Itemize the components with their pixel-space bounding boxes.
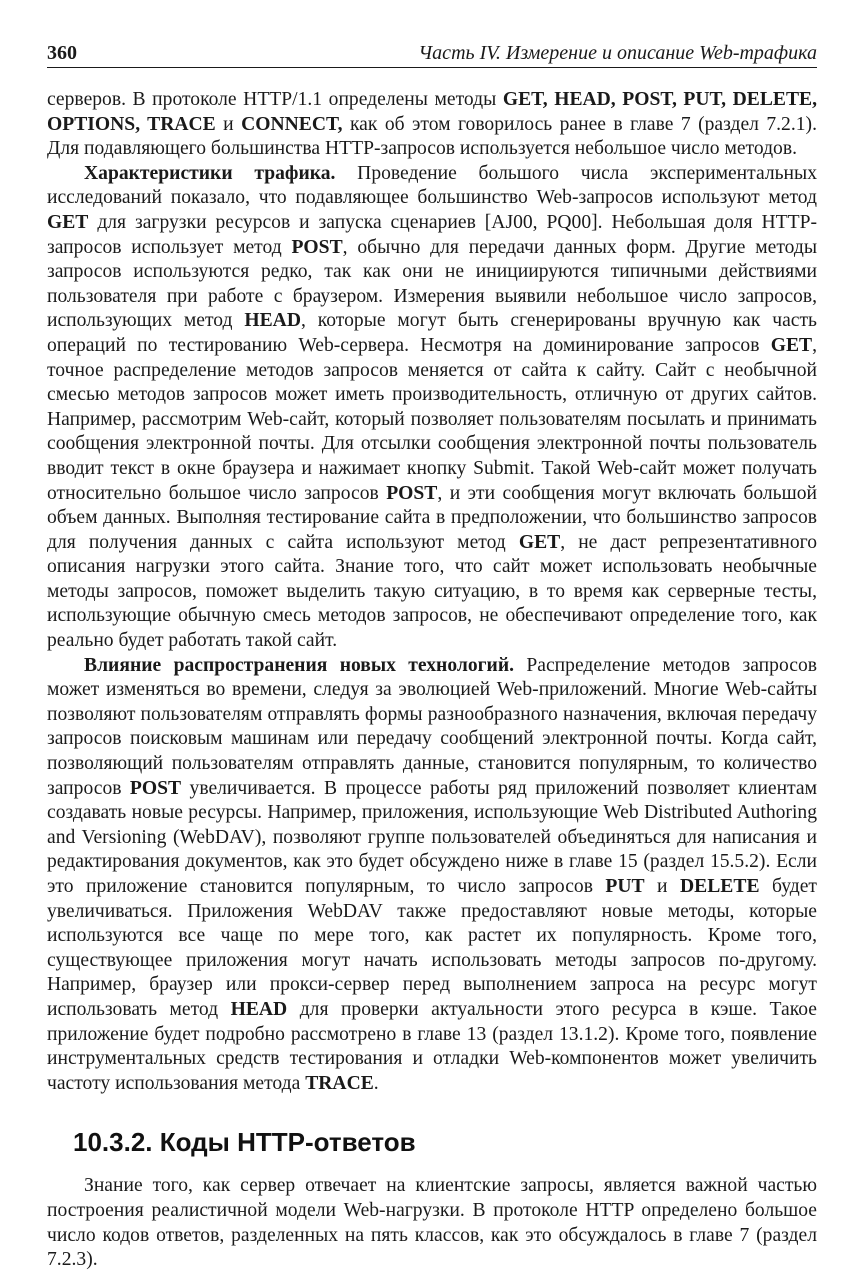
run-in-heading: Характеристики трафика. bbox=[84, 162, 336, 184]
method-names: GET, HEAD, POST, PUT, DELETE, OPTIONS, TRACE bbox=[47, 89, 817, 135]
text-run: как об этом говорилось ранее в главе 7 (раздел 7.2.1). Для подавляющего большинства HTTP-запросов используется небольшое число методов. bbox=[47, 113, 817, 160]
method-name: POST bbox=[129, 777, 182, 799]
paragraph-continuation bbox=[47, 88, 817, 162]
text-run: , не даст репрезентативного описания нагрузки этого сайта. Знание того, что сайт может использовать необычные методы запросов, поможет выделить такую ситуацию, в то время как серверные тесты, использующие обычную смесь методов запросов, не обеспечивают определение того, как реально будет работать такой сайт. bbox=[47, 531, 817, 652]
running-header bbox=[47, 30, 817, 68]
section-heading: 10.3.2. Коды HTTP-ответов bbox=[73, 1127, 416, 1158]
method-name: TRACE bbox=[305, 1072, 374, 1094]
text-run: , обычно для передачи данных форм. Другие методы запросов используются редко, так как они не инициируются типичными действиями пользователя при работе с браузером. Измерения выявили небольшое число запросов, использующих метод bbox=[47, 236, 817, 332]
method-name: HEAD bbox=[230, 998, 288, 1020]
text-run: серверов. В протоколе HTTP/1.1 определены методы bbox=[47, 89, 503, 110]
method-name: GET bbox=[770, 334, 813, 356]
text-run: увеличивается. В процессе работы ряд приложений позволяет клиентам создавать новые ресурсы. Например, приложения, использующие Web Distributed Authoring and Versioning (WebDAV), позволяют группе пользователей объединяться для написания и редактирования документов, как это будет обсуждено ниже в главе 15 (раздел 15.5.2). Если это приложение становится популярным, то число запросов bbox=[47, 777, 817, 897]
text-run: . bbox=[373, 1072, 379, 1094]
text-run: будет увеличиваться. Приложения WebDAV также предоставляют новые методы, которые используются все чаще по мере того, как растет их популярность. Кроме того, существующее приложения могут начать использовать методы запросов по-другому. Например, браузер или прокси-сервер перед выполнением запроса на ресурс могут использовать метод bbox=[47, 876, 817, 1020]
page-body bbox=[47, 88, 817, 1273]
method-name: DELETE bbox=[680, 876, 760, 897]
method-name: CONNECT, bbox=[241, 113, 343, 135]
text-run: для проверки актуальности этого ресурса в кэше. Такое приложение будет подробно рассмотрено в главе 13 (раздел 13.1.2). Кроме того, появление инструментальных средств тестирования и отладки Web-компонентов может увеличить частоту использования метода bbox=[47, 998, 817, 1094]
page-number: 360 bbox=[47, 42, 77, 64]
running-title: Часть IV. Измерение и описание Web-трафика bbox=[418, 42, 817, 64]
paragraph-response-codes: Знание того, как сервер отвечает на клиентские запросы, является важной частью построения реалистичной модели Web-нагрузки. В протоколе HTTP определено большое число кодов ответов, разделенных на пять классов, как это обсуждалось в главе 7 (раздел 7.2.3). bbox=[47, 1175, 817, 1271]
paragraph-traffic-characteristics bbox=[47, 162, 817, 654]
run-in-heading: Влияние распространения новых технологий. bbox=[84, 654, 515, 676]
text-run: , точное распределение методов запросов меняется от сайта к сайту. Сайт с необычной смесью методов запросов может иметь производительность, отличную от других сайтов. Например, рассмотрим Web-сайт, который позволяет пользователям посылать и принимать сообщения электронной почты. Для отсылки сообщения электронной почты пользователь вводит текст в окне браузера и нажимает кнопку Submit. Такой Web-сайт может получать относительно большое число запросов bbox=[47, 334, 817, 504]
method-name: HEAD bbox=[244, 310, 301, 332]
text-run: Распределение методов запросов может изменяться во времени, следуя за эволюцией Web-приложений. Многие Web-сайты позволяют пользователям отправлять формы разнообразного назначения, включая передачу запросов поисковым машинам или передачу сообщений электронной почты. Когда сайт, позволяющий пользователям отправлять данные, становится популярным, то количество запросов bbox=[47, 654, 817, 799]
paragraph-new-technologies bbox=[47, 654, 817, 1097]
book-page bbox=[47, 30, 817, 1273]
text-run: и bbox=[215, 113, 242, 135]
text-run: , которые могут быть сгенерированы вручную как часть операций по тестированию Web-сервера. Несмотря на доминирование запросов bbox=[47, 310, 817, 356]
method-name: PUT bbox=[605, 876, 645, 897]
method-name: POST bbox=[386, 482, 438, 504]
text-run: для загрузки ресурсов и запуска сценариев [AJ00, PQ00]. Небольшая доля HTTP-запросов использует метод bbox=[47, 211, 817, 258]
text-run: Проведение большого числа экспериментальных исследований показало, что подавляющее большинство Web-запросов используют метод bbox=[47, 162, 817, 209]
method-name: POST bbox=[291, 236, 343, 258]
text-run: и bbox=[644, 876, 681, 897]
text-run: , и эти сообщения могут включать большой объем данных. Выполняя тестирование сайта в предположении, что большинство запросов для получения данных с сайта используют метод bbox=[47, 482, 817, 553]
method-name: GET bbox=[518, 531, 561, 553]
method-name: GET bbox=[47, 211, 89, 233]
